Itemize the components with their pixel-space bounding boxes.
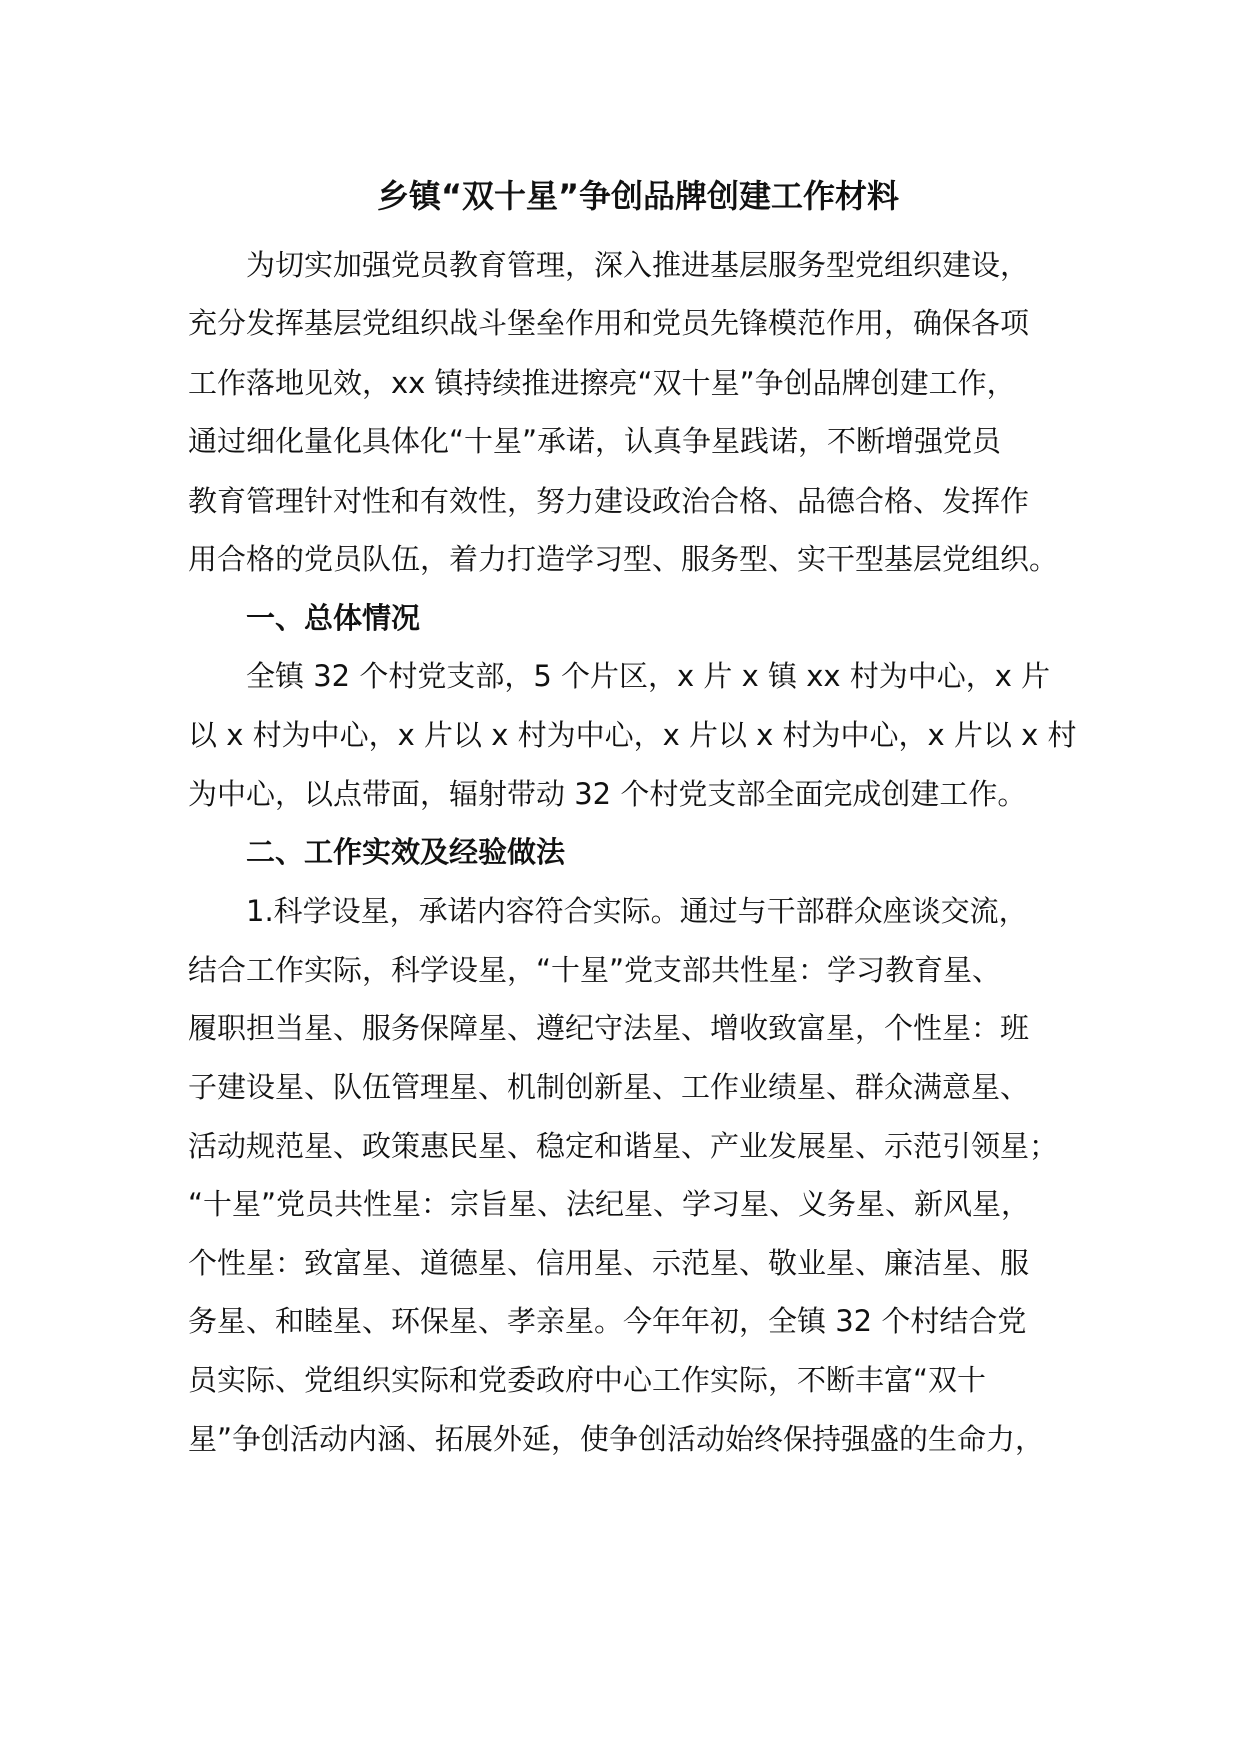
document-title: 乡镇“双十星”争创品牌创建工作材料 [376,177,900,215]
paragraph-line: 员实际、党组织实际和党委政府中心工作实际，不断丰富“双十 [188,1363,987,1397]
paragraph-line: 以 x 村为中心，x 片以 x 村为中心，x 片以 x 村为中心，x 片以 x 村 [188,718,1077,752]
paragraph-line: 活动规范星、政策惠民星、稳定和谐星、产业发展星、示范引领星； [188,1129,1059,1163]
paragraph-line: 个性星：致富星、道德星、信用星、示范星、敬业星、廉洁星、服 [188,1246,1030,1280]
paragraph-line: 为中心，以点带面，辐射带动 32 个村党支部全面完成创建工作。 [188,777,1027,811]
paragraph-line: 充分发挥基层党组织战斗堡垒作用和党员先锋模范作用，确保各项 [188,306,1030,340]
paragraph-line: 子建设星、队伍管理星、机制创新星、工作业绩星、群众满意星、 [188,1070,1030,1104]
document-page [188,0,1088,1754]
paragraph-line: 结合工作实际，科学设星，“十星”党支部共性星：学习教育星、 [188,953,1002,987]
paragraph-line: 务星、和睦星、环保星、孝亲星。今年年初，全镇 32 个村结合党 [188,1304,1027,1338]
paragraph-line: 全镇 32 个村党支部，5 个片区，x 片 x 镇 xx 村为中心，x 片 [246,659,1051,693]
paragraph-line: 1.科学设星，承诺内容符合实际。通过与干部群众座谈交流， [246,894,1028,928]
paragraph-line: 为切实加强党员教育管理，深入推进基层服务型党组织建设， [246,248,1030,282]
paragraph-line: “十星”党员共性星：宗旨星、法纪星、学习星、义务星、新风星， [188,1187,1031,1221]
paragraph-line: 履职担当星、服务保障星、遵纪守法星、增收致富星，个性星：班 [188,1011,1030,1045]
paragraph-line: 用合格的党员队伍，着力打造学习型、服务型、实干型基层党组织。 [188,542,1059,576]
paragraph-line: 通过细化量化具体化“十星”承诺，认真争星践诺，不断增强党员 [188,424,1002,458]
paragraph-line: 教育管理针对性和有效性，努力建设政治合格、品德合格、发挥作 [188,484,1030,518]
section-heading: 二、工作实效及经验做法 [246,835,566,869]
paragraph-line: 星”争创活动内涵、拓展外延，使争创活动始终保持强盛的生命力， [188,1422,1045,1456]
paragraph-line: 工作落地见效，xx 镇持续推进擦亮“双十星”争创品牌创建工作， [188,366,1016,400]
section-heading: 一、总体情况 [246,601,421,635]
